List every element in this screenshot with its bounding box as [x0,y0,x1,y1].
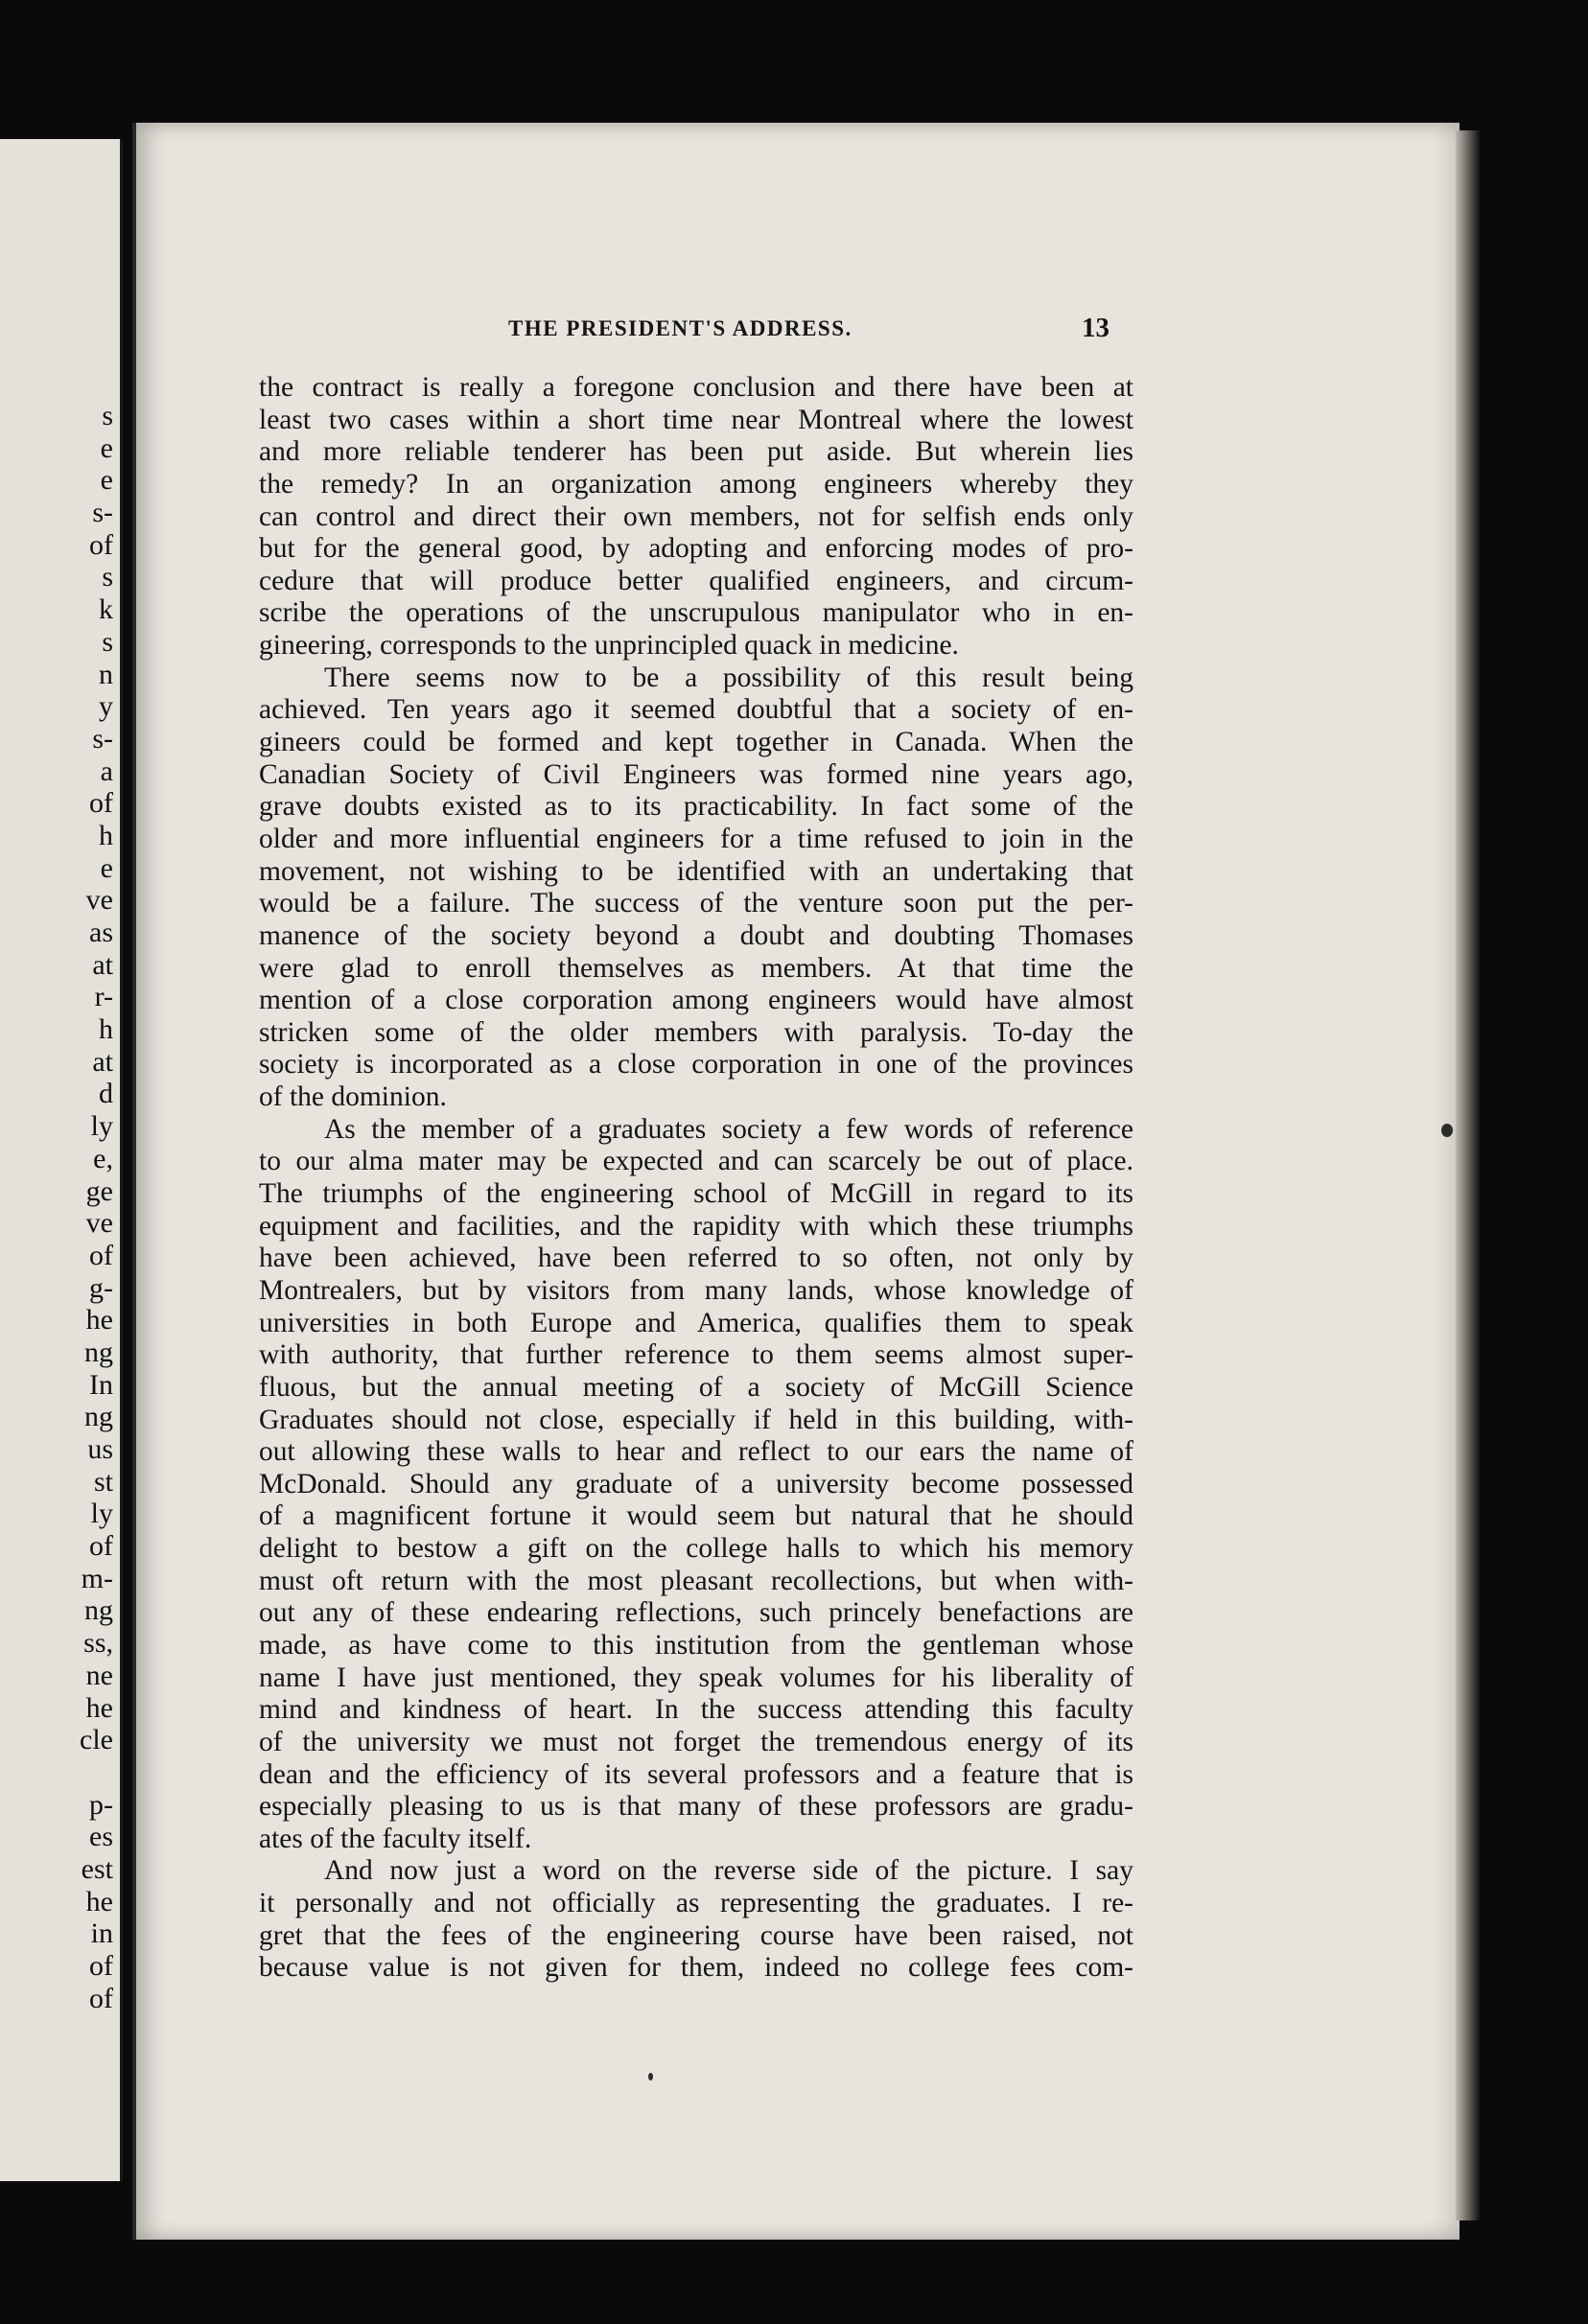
text-line: would be a failure. The success of the venture soon put the per- [259,888,1133,919]
left-page-fragment: ge [85,1174,113,1207]
left-page-fragment: he [85,1691,113,1724]
left-page-fragment: r- [94,981,113,1013]
text-line: dean and the efficiency of its several professors and a feature that is [259,1758,1133,1790]
left-page-fragment: y [99,690,113,723]
text-line: it personally and not officially as representing the graduates. I re- [259,1888,1133,1919]
text-line: older and more influential engineers for a time refused to join in the [259,823,1133,854]
left-page-fragment: e [100,851,113,884]
left-page-fragment: st [93,1465,113,1498]
left-page-fragment: of [89,1982,113,2014]
text-line: mind and kindness of heart. In the success attending this faculty [259,1694,1133,1726]
left-page-fragment: of [89,528,113,561]
text-line: of a magnificent fortune it would seem but natural that he should [259,1500,1133,1532]
text-line: have been achieved, have been referred to so often, not only by [259,1243,1133,1274]
left-page-fragment: ly [90,1498,113,1530]
left-page-fragment: p- [89,1788,113,1821]
left-page-fragment: n [99,658,113,690]
left-page-fragment: h [99,1013,113,1046]
left-page-fragment: ne [85,1659,113,1691]
left-page-fragment: of [89,1530,113,1563]
left-page-fragment: s- [92,497,113,529]
left-page-fragment: e, [93,1142,113,1174]
text-line: fluous, but the annual meeting of a society of McGill Science [259,1371,1133,1403]
page-number: 13 [1082,313,1109,343]
left-page-fragment: d [99,1078,113,1110]
left-page-fragment: ss, [83,1627,113,1660]
text-line: of the university we must not forget the tremendous energy of its [259,1726,1133,1757]
left-page-fragment: in [90,1917,113,1950]
text-line: out allowing these walls to hear and reflect to our ears the name of [259,1436,1133,1468]
text-line: McDonald. Should any graduate of a university become possessed [259,1468,1133,1499]
left-page-fragment: k [99,593,113,626]
text-line: scribe the operations of the unscrupulous manipulator who in en- [259,597,1133,629]
text-line: society is incorporated as a close corporation in one of the provinces [259,1049,1133,1081]
left-page-fragment: he [85,1885,113,1917]
text-line: name I have just mentioned, they speak volumes for his liberality of [259,1662,1133,1693]
left-page-fragment: at [92,948,113,981]
text-line: movement, not wishing to be identified with an undertaking that [259,855,1133,887]
text-line: because value is not given for them, indeed no college fees com- [259,1952,1133,1984]
text-line: cedure that will produce better qualified engineers, and circum- [259,565,1133,596]
text-line: with authority, that further reference to them seems almost super- [259,1339,1133,1371]
left-page-line-fragments [0,400,113,2014]
text-line: universities in both Europe and America, qualifies them to speak [259,1307,1133,1338]
text-line: gret that the fees of the engineering course have been raised, not [259,1919,1133,1951]
text-line: mention of a close corporation among engineers would have almost [259,985,1133,1016]
left-page-fragment: at [92,1045,113,1078]
text-line: made, as have come to this institution from the gentleman whose [259,1629,1133,1661]
left-page-fragment: g- [89,1271,113,1304]
left-page-fragment: us [87,1433,113,1465]
left-page-fragment: of [89,1239,113,1271]
left-page-fragment: h [99,819,113,851]
text-line: the remedy? In an organization among engineers whereby they [259,468,1133,500]
left-page-fragment: he [85,1304,113,1336]
text-line: grave doubts existed as to its practicability. In fact some of the [259,791,1133,823]
left-page-fragment: as [89,917,113,948]
left-facing-page [0,139,123,2181]
scan-speck [1441,1124,1453,1137]
text-line: There seems now to be a possibility of this result being [324,662,1133,693]
text-line: And now just a word on the reverse side of the picture. I say [324,1855,1133,1887]
text-line: to our alma mater may be expected and can scarcely be out of place. [259,1146,1133,1177]
left-page-fragment: ng [84,1401,113,1433]
left-page-fragment: ng [84,1336,113,1368]
left-page-fragment: ng [84,1594,113,1627]
left-page-fragment: s- [92,722,113,755]
page-edge-shadow [1456,130,1481,2220]
text-line: must oft return with the most pleasant recollections, but when with- [259,1565,1133,1596]
left-page-fragment: m- [81,1562,113,1594]
text-line: The triumphs of the engineering school of McGill in regard to its [259,1178,1133,1210]
left-page-fragment: of [89,787,113,820]
left-page-fragment: ve [85,1207,113,1240]
left-page-fragment: ve [85,884,113,917]
left-page-fragment: es [89,1821,113,1853]
left-page-fragment: s [102,400,113,431]
body-text [259,372,1133,1985]
text-line: Canadian Society of Civil Engineers was formed nine years ago, [259,758,1133,790]
left-page-fragment: e [100,431,113,464]
left-page-fragment: ly [90,1110,113,1143]
left-page-fragment: cle [80,1724,113,1756]
text-line: ates of the faculty itself. [259,1823,532,1854]
left-page-fragment: e [100,464,113,497]
text-line: but for the general good, by adopting and enforcing modes of pro- [259,533,1133,565]
text-line: manence of the society beyond a doubt and doubting Thomases [259,919,1133,951]
text-line: least two cases within a short time near Montreal where the lowest [259,404,1133,435]
text-line: Montrealers, but by visitors from many lands, whose knowledge of [259,1274,1133,1306]
text-line: were glad to enroll themselves as members. At that time the [259,952,1133,984]
left-page-fragment [0,1756,113,1789]
text-line: gineering, corresponds to the unprincipled quack in medicine. [259,630,959,662]
text-line: equipment and facilities, and the rapidity with which these triumphs [259,1210,1133,1242]
scan-speck [648,2073,653,2080]
text-line: As the member of a graduates society a few words of reference [324,1113,1133,1145]
left-page-fragment: s [102,625,113,658]
text-line: achieved. Ten years ago it seemed doubtful that a society of en- [259,694,1133,726]
left-page-fragment: s [102,561,113,593]
text-line: the contract is really a foregone conclusion and there have been at [259,372,1133,403]
text-line: and more reliable tenderer has been put aside. But wherein lies [259,436,1133,468]
text-line: out any of these endearing reflections, such princely benefactions are [259,1597,1133,1629]
running-head: THE PRESIDENT'S ADDRESS. [508,316,852,340]
text-line: delight to bestow a gift on the college halls to which his memory [259,1533,1133,1565]
text-line: gineers could be formed and kept together in Canada. When the [259,727,1133,758]
text-line: stricken some of the older members with paralysis. To-day the [259,1016,1133,1048]
text-line: especially pleasing to us is that many of these professors are gradu- [259,1791,1133,1823]
left-page-fragment: est [81,1852,113,1885]
left-page-fragment: In [89,1368,113,1401]
text-line: can control and direct their own members, not for selfish ends only [259,500,1133,532]
text-line: Graduates should not close, especially if held in this building, with- [259,1404,1133,1435]
text-line: of the dominion. [259,1081,447,1113]
left-page-fragment: of [89,1950,113,1982]
left-page-fragment: a [100,755,113,787]
